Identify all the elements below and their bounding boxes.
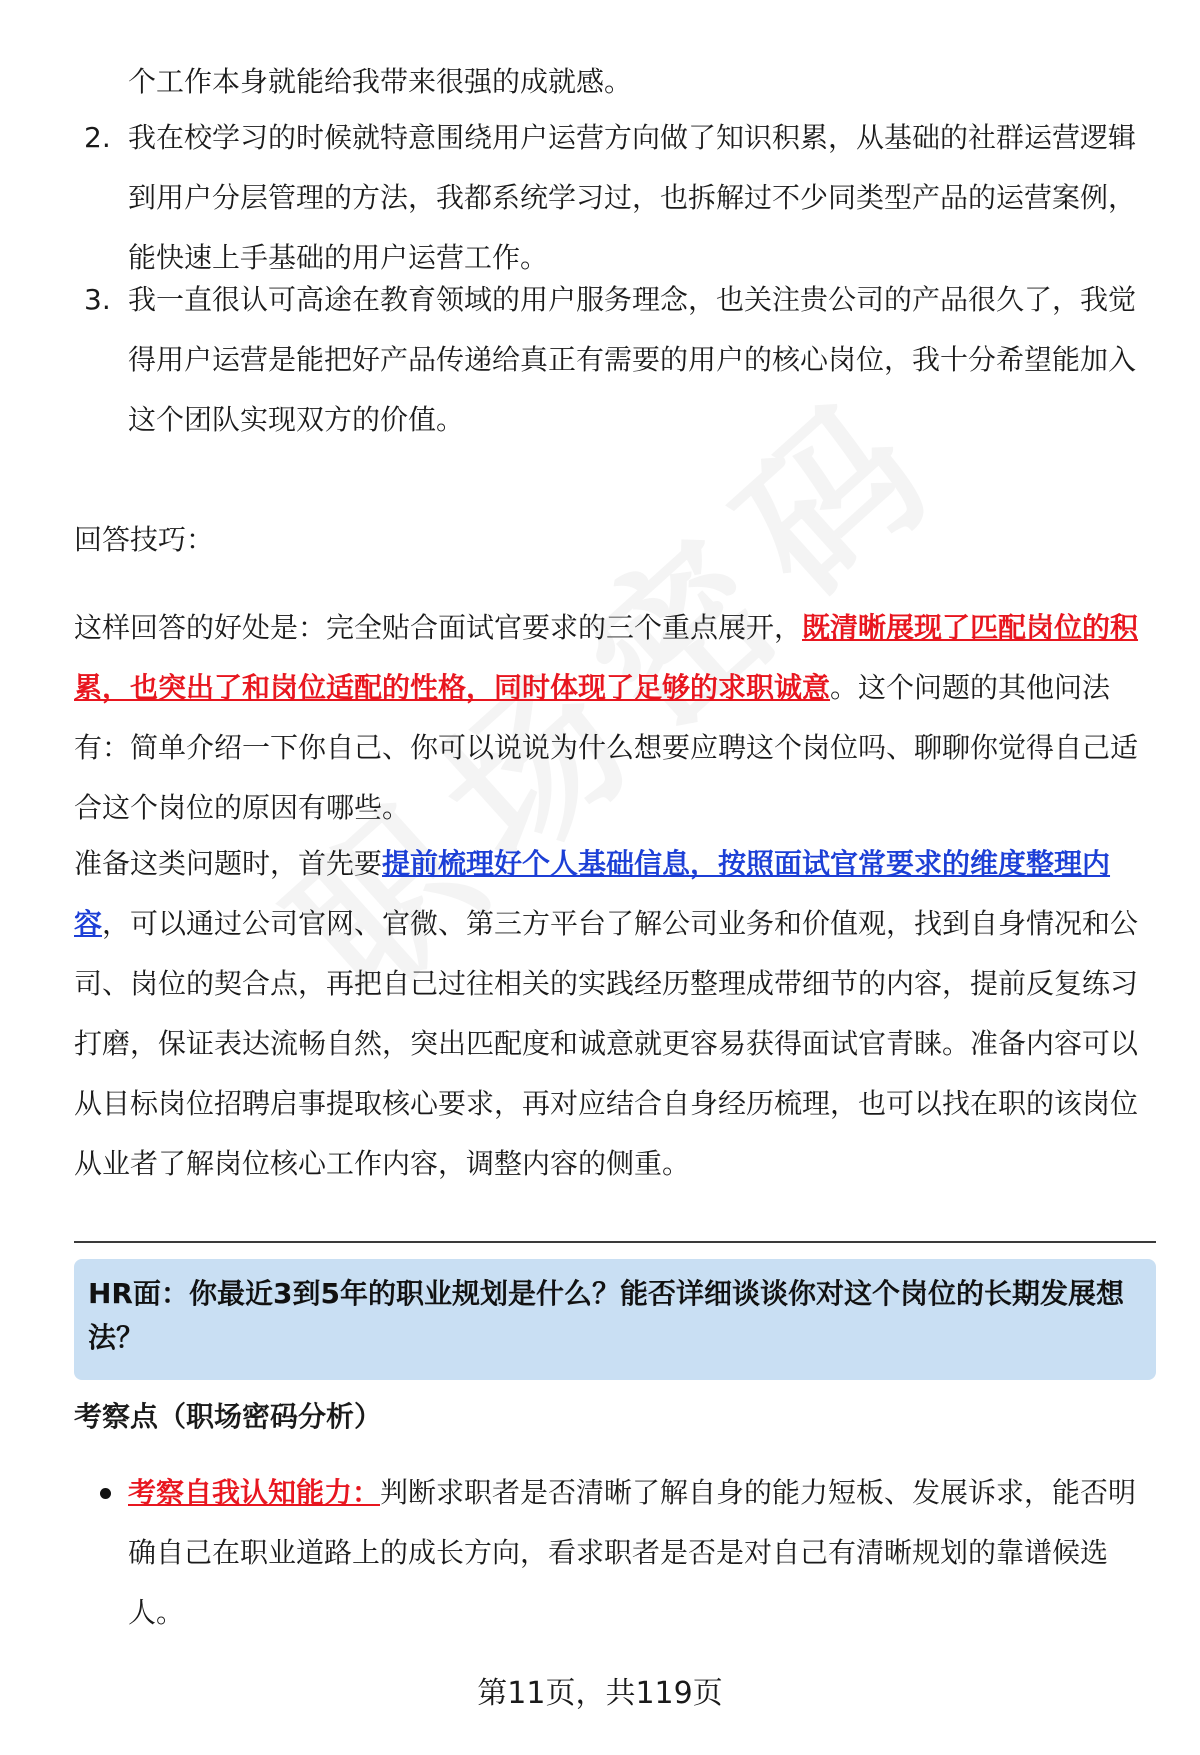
blue-highlight-text: 提前梳理好个人基础信息，按照面试官常要求的维度整理内容 xyxy=(74,847,1111,940)
section-divider xyxy=(74,1241,1156,1243)
hr-question-text: HR面：你最近3到5年的职业规划是什么？能否详细谈谈你对这个岗位的长期发展想法？ xyxy=(88,1277,1124,1354)
tips-label: 回答技巧： xyxy=(74,523,215,556)
bullet-label: 考察自我认知能力： xyxy=(128,1476,381,1509)
list-item xyxy=(74,270,1146,450)
tips-paragraph-2-after: ，可以通过公司官网、官微、第三方平台了解公司业务和价值观，找到自身情况和公司、岗位的契合点，再把自己过往相关的实践经历整理成带细节的内容，提前反复练习打磨，保证表达流畅自然，突出匹配度和诚意就更容易获得面试官青睐。准备内容可以从目标岗位招聘启事提取核心要求，再对应结合自身经历梳理，也可以找在职的该岗位从业者了解岗位核心工作内容，调整内容的侧重。 xyxy=(74,907,1139,1180)
bullet-dot-icon xyxy=(100,1488,111,1499)
list-item-text: 我在校学习的时候就特意围绕用户运营方向做了知识积累，从基础的社群运营逻辑到用户分层管理的方法，我都系统学习过，也拆解过不少同类型产品的运营案例，能快速上手基础的用户运营工作。 xyxy=(128,121,1137,274)
tips-paragraph-1 xyxy=(74,598,1146,838)
section-title: 考察点（职场密码分析） xyxy=(74,1400,383,1433)
intro-line xyxy=(74,52,1146,112)
intro-line-text: 个工作本身就能给我带来很强的成就感。 xyxy=(128,65,633,98)
list-item-number: 3. xyxy=(84,283,111,316)
tips-paragraph-2-before: 准备这类问题时，首先要 xyxy=(74,847,383,880)
red-highlight-text: 既清晰展现了匹配岗位的积累，也突出了和岗位适配的性格，同时体现了足够的求职诚意 xyxy=(74,611,1139,704)
bullet-item xyxy=(74,1463,1146,1643)
page-footer: 第11页，共119页 xyxy=(477,1676,723,1711)
hr-question-box xyxy=(74,1259,1156,1380)
bullet-text-block xyxy=(128,1463,1146,1643)
list-item-text: 我一直很认可高途在教育领域的用户服务理念，也关注贵公司的产品很久了，我觉得用户运营是能把好产品传递给真正有需要的用户的核心岗位，我十分希望能加入这个团队实现双方的价值。 xyxy=(128,283,1137,436)
list-item xyxy=(74,108,1146,288)
tips-paragraph-2 xyxy=(74,834,1146,1194)
list-item-number: 2. xyxy=(84,121,111,154)
tips-paragraph-1-after: 。这个问题的其他问法有：简单介绍一下你自己、你可以说说为什么想要应聘这个岗位吗、聊聊你觉得自己适合这个岗位的原因有哪些。 xyxy=(74,671,1139,824)
tips-paragraph-1-before: 这样回答的好处是：完全贴合面试官要求的三个重点展开， xyxy=(74,611,803,644)
bullet-text: 判断求职者是否清晰了解自身的能力短板、发展诉求，能否明确自己在职业道路上的成长方向，看求职者是否是对自己有清晰规划的靠谱候选人。 xyxy=(128,1476,1137,1629)
